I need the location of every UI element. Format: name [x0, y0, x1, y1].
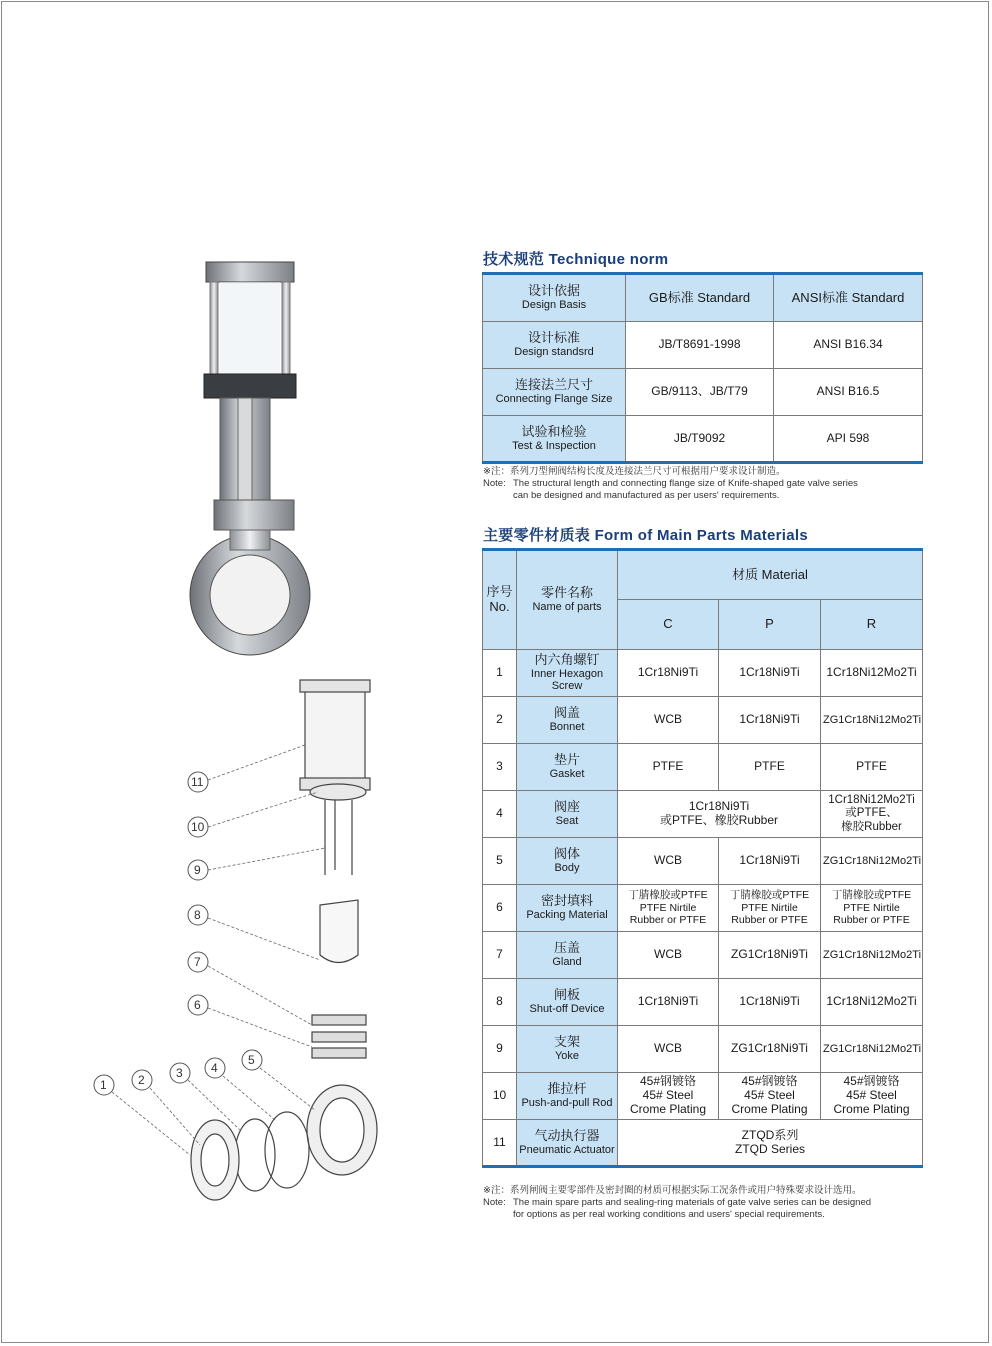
- table-row: [483, 885, 923, 932]
- ansi-value: ANSI B16.34: [774, 322, 923, 369]
- header-ansi: ANSI标准 Standard: [774, 274, 923, 322]
- callout-4: 4: [211, 1061, 218, 1075]
- callout-5: 5: [248, 1053, 255, 1067]
- table-row: [483, 416, 923, 463]
- row-no: 3: [483, 744, 517, 791]
- row-no: 11: [483, 1120, 517, 1167]
- header-name: 零件名称 Name of parts: [517, 550, 618, 650]
- table-row: [483, 369, 923, 416]
- c-value: 45#钢镀铬 45# Steel Crome Plating: [618, 1073, 719, 1120]
- row-part: 支架 Yoke: [517, 1026, 618, 1073]
- table-row: [483, 744, 923, 791]
- gb-value: JB/T9092: [626, 416, 774, 463]
- row-part: 推拉杆 Push-and-pull Rod: [517, 1073, 618, 1120]
- note-label: Note:: [483, 1197, 506, 1208]
- table-row: [483, 791, 923, 838]
- callout-10: 10: [191, 820, 205, 834]
- row-no: 1: [483, 650, 517, 697]
- row-label: 连接法兰尺寸 Connecting Flange Size: [483, 369, 626, 416]
- callout-7: 7: [194, 955, 201, 969]
- table-row: [483, 1026, 923, 1073]
- callout-9: 9: [194, 863, 201, 877]
- row-label: 试验和检验 Test & Inspection: [483, 416, 626, 463]
- row-part: 压盖 Gland: [517, 932, 618, 979]
- row-part: 密封填料 Packing Material: [517, 885, 618, 932]
- header-r: R: [821, 600, 923, 650]
- row-no: 2: [483, 697, 517, 744]
- header-no: 序号 No.: [483, 550, 517, 650]
- row-part: 气动执行器 Pneumatic Actuator: [517, 1120, 618, 1167]
- table-row: [483, 932, 923, 979]
- note-cn: ※注：系列闸阀主要零部件及密封圈的材质可根据实际工况条件或用户特殊要求设计选用。: [483, 1185, 862, 1196]
- header-design-basis: 设计依据 Design Basis: [483, 274, 626, 322]
- series-value: ZTQD系列 ZTQD Series: [618, 1120, 923, 1167]
- callout-2: 2: [138, 1073, 145, 1087]
- callout-3: 3: [176, 1066, 183, 1080]
- table-row: [483, 697, 923, 744]
- r-value: 丁腈橡胶或PTFE PTFE Nirtile Rubber or PTFE: [821, 885, 923, 932]
- row-no: 4: [483, 791, 517, 838]
- row-no: 8: [483, 979, 517, 1026]
- c-value: 1Cr18Ni9Ti: [618, 650, 719, 697]
- r-value: ZG1Cr18Ni12Mo2Ti: [821, 697, 923, 744]
- row-no: 6: [483, 885, 517, 932]
- table-row: [483, 838, 923, 885]
- note-en-line1: The structural length and connecting flange size of Knife-shaped gate valve series: [513, 478, 858, 489]
- p-value: 1Cr18Ni9Ti: [719, 838, 821, 885]
- table-row: [483, 322, 923, 369]
- p-value: 丁腈橡胶或PTFE PTFE Nirtile Rubber or PTFE: [719, 885, 821, 932]
- p-value: PTFE: [719, 744, 821, 791]
- r-value: 1Cr18Ni12Mo2Ti: [821, 650, 923, 697]
- callouts: [94, 772, 262, 1095]
- row-no: 9: [483, 1026, 517, 1073]
- c-value: WCB: [618, 697, 719, 744]
- note-label: Note:: [483, 478, 506, 489]
- row-part: 阀体 Body: [517, 838, 618, 885]
- row-part: 阀盖 Bonnet: [517, 697, 618, 744]
- table-row: [483, 1073, 923, 1120]
- row-label: 设计标准 Design standsrd: [483, 322, 626, 369]
- note-en-line2: for options as per real working conditions and users' special requirements.: [513, 1209, 825, 1220]
- note-en-line2: can be designed and manufactured as per users' requirements.: [513, 490, 780, 501]
- r-value: PTFE: [821, 744, 923, 791]
- c-value: PTFE: [618, 744, 719, 791]
- parts-materials-table: [482, 548, 923, 1168]
- p-value: ZG1Cr18Ni9Ti: [719, 932, 821, 979]
- r-value: ZG1Cr18Ni12Mo2Ti: [821, 838, 923, 885]
- table-row: [483, 979, 923, 1026]
- table-row: [483, 1120, 923, 1167]
- row-no: 7: [483, 932, 517, 979]
- table-header-row: [483, 550, 923, 600]
- technique-note: [483, 466, 923, 502]
- callout-11: 11: [191, 775, 204, 789]
- row-no: 10: [483, 1073, 517, 1120]
- p-value: 1Cr18Ni9Ti: [719, 650, 821, 697]
- p-value: 1Cr18Ni9Ti: [719, 979, 821, 1026]
- callout-1: 1: [100, 1078, 107, 1092]
- table-row: [483, 650, 923, 697]
- row-no: 5: [483, 838, 517, 885]
- header-p: P: [719, 600, 821, 650]
- p-value: 1Cr18Ni9Ti: [719, 697, 821, 744]
- r-value: 1Cr18Ni12Mo2Ti 或PTFE、 橡胶Rubber: [821, 791, 923, 838]
- assembled-valve-photo: [190, 262, 310, 655]
- c-value: 丁腈橡胶或PTFE PTFE Nirtile Rubber or PTFE: [618, 885, 719, 932]
- row-part: 闸板 Shut-off Device: [517, 979, 618, 1026]
- gb-value: GB/9113、JB/T79: [626, 369, 774, 416]
- valve-illustration: [80, 250, 480, 1230]
- row-part: 内六角螺钉 Inner Hexagon Screw: [517, 650, 618, 697]
- parts-note: [483, 1185, 923, 1221]
- callout-8: 8: [194, 908, 201, 922]
- header-c: C: [618, 600, 719, 650]
- exploded-diagram: [191, 680, 377, 1200]
- note-en-line1: The main spare parts and sealing-ring materials of gate valve series can be designed: [513, 1197, 872, 1208]
- r-value: 45#钢镀铬 45# Steel Crome Plating: [821, 1073, 923, 1120]
- header-material: 材质 Material: [618, 550, 923, 600]
- cp-merged-value: 1Cr18Ni9Ti 或PTFE、橡胶Rubber: [618, 791, 821, 838]
- row-part: 阀座 Seat: [517, 791, 618, 838]
- ansi-value: ANSI B16.5: [774, 369, 923, 416]
- callout-6: 6: [194, 998, 201, 1012]
- ansi-value: API 598: [774, 416, 923, 463]
- r-value: ZG1Cr18Ni12Mo2Ti: [821, 1026, 923, 1073]
- row-part: 垫片 Gasket: [517, 744, 618, 791]
- p-value: 45#钢镀铬 45# Steel Crome Plating: [719, 1073, 821, 1120]
- technique-norm-table: [482, 272, 923, 464]
- gb-value: JB/T8691-1998: [626, 322, 774, 369]
- parts-materials-title: 主要零件材质表 Form of Main Parts Materials: [483, 527, 809, 544]
- c-value: WCB: [618, 932, 719, 979]
- r-value: 1Cr18Ni12Mo2Ti: [821, 979, 923, 1026]
- header-gb: GB标准 Standard: [626, 274, 774, 322]
- p-value: ZG1Cr18Ni9Ti: [719, 1026, 821, 1073]
- technique-norm-title: 技术规范 Technique norm: [483, 251, 669, 268]
- c-value: WCB: [618, 1026, 719, 1073]
- note-cn: ※注：系列刀型闸阀结构长度及连接法兰尺寸可根据用户要求设计制造。: [483, 466, 786, 477]
- table-header-row: [483, 274, 923, 322]
- c-value: WCB: [618, 838, 719, 885]
- callout-leaders: [112, 745, 325, 1155]
- r-value: ZG1Cr18Ni12Mo2Ti: [821, 932, 923, 979]
- c-value: 1Cr18Ni9Ti: [618, 979, 719, 1026]
